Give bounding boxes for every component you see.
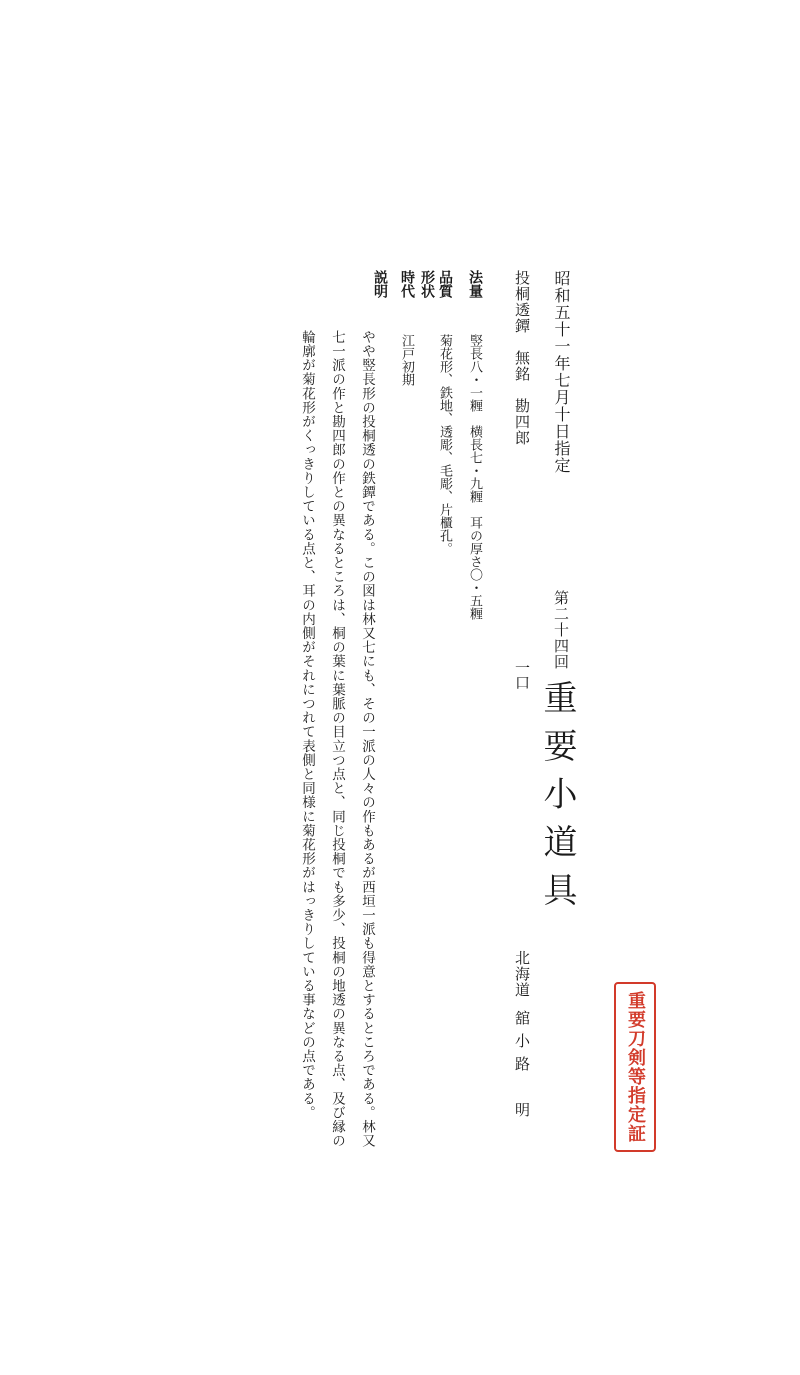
item-name: 投桐透鐔 無銘 勘四郎	[513, 270, 531, 446]
field-shape-value: 菊花形、鉄地、透彫、毛彫、片櫃孔。	[437, 334, 452, 555]
owner-name: 舘小路 明	[513, 1010, 531, 1125]
explanation-text: やや竪長形の投桐透の鉄鐔である。この図は林又七にも、その一派の人々の作もあるが西垣一派も得意とするところである。林又七一派の作と勘四郎の作との異なるところは、桐の葉に葉脈の目立つ点と、同じ投桐でも多少、投桐の地透の異なる点、及び縁の輪廓が菊花形がくっきりしている点と、耳の内側がそれにつれて表側と同様に菊花形がはっきりしている事などの点である。	[299, 330, 375, 1148]
owner-prefecture: 北海道	[513, 950, 531, 998]
field-dimensions	[467, 270, 483, 620]
item-quantity: 一口	[513, 660, 531, 690]
field-dimensions-label: 法量	[467, 270, 483, 298]
field-period-value: 江戸初期	[399, 334, 414, 386]
field-material	[437, 270, 453, 555]
field-shape	[420, 270, 434, 298]
field-explanation-label: 説明	[372, 270, 388, 298]
field-shape-label: 形状	[419, 270, 435, 298]
red-seal-stamp	[614, 982, 656, 1152]
field-material-label: 品質	[437, 270, 453, 298]
field-period-label: 時代	[399, 270, 415, 298]
designation-date: 昭和五十一年七月十日指定	[552, 270, 571, 474]
field-dimensions-value: 竪長八・一糎 横長七・九糎 耳の厚さ〇・五糎	[467, 334, 482, 620]
field-period	[399, 270, 415, 386]
field-explanation	[373, 270, 387, 298]
page-title: 重要小道具	[537, 680, 577, 920]
session-number: 第二十四回	[552, 590, 570, 670]
seal-text: 重要刀剣等指定証	[625, 991, 646, 1143]
